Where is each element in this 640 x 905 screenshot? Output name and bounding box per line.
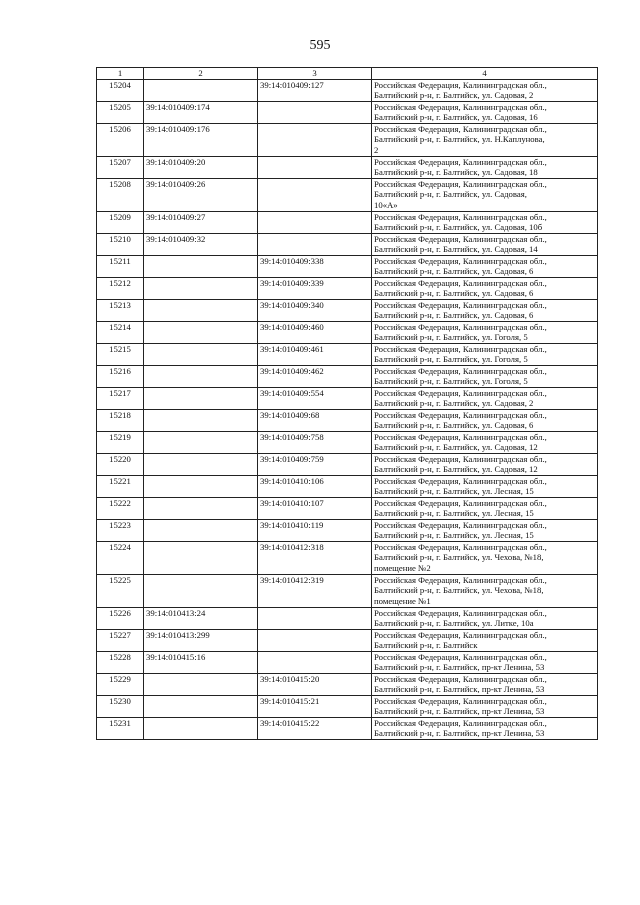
- cadastral-number-col2: [144, 387, 258, 409]
- address-line: Российская Федерация, Калининградская обл.,: [374, 365, 547, 376]
- row-number: 15230: [97, 695, 144, 717]
- address-cell: [372, 299, 598, 321]
- row-number: 15225: [97, 574, 144, 607]
- address-line: Российская Федерация, Калининградская обл.,: [374, 387, 547, 398]
- address-line: Российская Федерация, Калининградская обл.,: [374, 233, 547, 244]
- cadastral-number-col3: [258, 101, 372, 123]
- cadastral-number-col3: [258, 178, 372, 211]
- address-cell: [372, 607, 598, 629]
- row-number: 15209: [97, 211, 144, 233]
- address-line: Российская Федерация, Калининградская обл.,: [374, 123, 547, 134]
- address-line: Балтийский р-н, г. Балтийск, ул. Садовая, 6: [374, 288, 534, 298]
- address-cell: [372, 156, 598, 178]
- cadastral-number-col3: 39:14:010409:339: [258, 277, 372, 299]
- address-line: Балтийский р-н, г. Балтийск, ул. Садовая, 10б: [374, 222, 543, 232]
- cadastral-number-col3: 39:14:010409:554: [258, 387, 372, 409]
- table-row: [97, 453, 598, 475]
- cadastral-number-col2: [144, 541, 258, 574]
- table-row: [97, 409, 598, 431]
- cadastral-number-col3: 39:14:010409:68: [258, 409, 372, 431]
- row-number: 15228: [97, 651, 144, 673]
- address-line: Российская Федерация, Калининградская обл.,: [374, 101, 547, 112]
- address-line: Российская Федерация, Калининградская обл.,: [374, 519, 547, 530]
- address-line: Балтийский р-н, г. Балтийск, ул. Чехова, №18,: [374, 552, 544, 562]
- address-line: Российская Федерация, Калининградская обл.,: [374, 321, 547, 332]
- table-row: [97, 123, 598, 156]
- address-line: Российская Федерация, Калининградская обл.,: [374, 343, 547, 354]
- address-cell: [372, 431, 598, 453]
- cadastral-number-col3: [258, 123, 372, 156]
- row-number: 15218: [97, 409, 144, 431]
- cadastral-number-col3: 39:14:010409:340: [258, 299, 372, 321]
- table-row: [97, 497, 598, 519]
- address-line: Российская Федерация, Калининградская обл.,: [374, 277, 547, 288]
- table-body: [97, 79, 598, 739]
- table-row: [97, 79, 598, 101]
- address-cell: [372, 574, 598, 607]
- cadastral-number-col2: 39:14:010409:26: [144, 178, 258, 211]
- address-line: Балтийский р-н, г. Балтийск, пр-кт Ленина, 53: [374, 684, 545, 694]
- table-row: [97, 574, 598, 607]
- row-number: 15226: [97, 607, 144, 629]
- address-line: Балтийский р-н, г. Балтийск, ул. Садовая, 14: [374, 244, 538, 254]
- address-line: Российская Федерация, Калининградская обл.,: [374, 574, 547, 585]
- cadastral-number-col2: [144, 717, 258, 739]
- row-number: 15210: [97, 233, 144, 255]
- row-number: 15224: [97, 541, 144, 574]
- address-line: Балтийский р-н, г. Балтийск, ул. Литке, 10а: [374, 618, 534, 628]
- cadastral-number-col2: 39:14:010409:176: [144, 123, 258, 156]
- address-line: Балтийский р-н, г. Балтийск, ул. Садовая, 6: [374, 266, 534, 276]
- address-cell: [372, 651, 598, 673]
- address-line: Российская Федерация, Калининградская обл.,: [374, 409, 547, 420]
- address-line: Российская Федерация, Калининградская обл.,: [374, 651, 547, 662]
- cadastral-number-col2: [144, 475, 258, 497]
- address-cell: [372, 233, 598, 255]
- cadastral-number-col2: [144, 431, 258, 453]
- header-row: [97, 68, 598, 80]
- cadastral-number-col2: [144, 695, 258, 717]
- address-line: 2: [374, 144, 379, 155]
- table-row: [97, 233, 598, 255]
- cadastral-number-col3: 39:14:010415:22: [258, 717, 372, 739]
- address-line: Российская Федерация, Калининградская обл.,: [374, 431, 547, 442]
- table-row: [97, 156, 598, 178]
- address-line: помещение №1: [374, 595, 431, 606]
- row-number: 15214: [97, 321, 144, 343]
- address-line: Балтийский р-н, г. Балтийск, пр-кт Ленина, 53: [374, 706, 545, 716]
- address-cell: [372, 453, 598, 475]
- address-line: Балтийский р-н, г. Балтийск, ул. Садовая, 12: [374, 464, 538, 474]
- address-cell: [372, 343, 598, 365]
- cadastral-number-col3: [258, 629, 372, 651]
- address-line: Российская Федерация, Калининградская обл.,: [374, 178, 547, 189]
- column-header-3: 3: [258, 68, 372, 80]
- address-cell: [372, 541, 598, 574]
- address-cell: [372, 629, 598, 651]
- address-line: Балтийский р-н, г. Балтийск, ул. Гоголя, 5: [374, 376, 528, 386]
- row-number: 15215: [97, 343, 144, 365]
- address-line: помещение №2: [374, 562, 431, 573]
- address-line: Балтийский р-н, г. Балтийск, ул. Садовая, 2: [374, 90, 534, 100]
- address-line: Российская Федерация, Калининградская обл.,: [374, 717, 547, 728]
- table-row: [97, 475, 598, 497]
- table-row: [97, 541, 598, 574]
- address-cell: [372, 695, 598, 717]
- row-number: 15213: [97, 299, 144, 321]
- address-line: Российская Федерация, Калининградская обл.,: [374, 541, 547, 552]
- cadastral-number-col3: 39:14:010409:462: [258, 365, 372, 387]
- cadastral-number-col3: [258, 651, 372, 673]
- address-line: Российская Федерация, Калининградская обл.,: [374, 255, 547, 266]
- address-cell: [372, 123, 598, 156]
- table-row: [97, 387, 598, 409]
- row-number: 15229: [97, 673, 144, 695]
- cadastral-number-col3: 39:14:010410:119: [258, 519, 372, 541]
- table-row: [97, 651, 598, 673]
- address-line: Российская Федерация, Калининградская обл.,: [374, 156, 547, 167]
- address-line: Российская Федерация, Калининградская обл.,: [374, 695, 547, 706]
- row-number: 15208: [97, 178, 144, 211]
- row-number: 15227: [97, 629, 144, 651]
- cadastral-number-col2: [144, 497, 258, 519]
- address-cell: [372, 321, 598, 343]
- address-line: Балтийский р-н, г. Балтийск, ул. Гоголя, 5: [374, 354, 528, 364]
- address-line: Российская Федерация, Калининградская обл.,: [374, 299, 547, 310]
- table-row: [97, 431, 598, 453]
- cadastral-number-col2: 39:14:010415:16: [144, 651, 258, 673]
- address-line: Балтийский р-н, г. Балтийск, ул. Садовая, 16: [374, 112, 538, 122]
- table-row: [97, 211, 598, 233]
- address-line: Российская Федерация, Калининградская обл.,: [374, 79, 547, 90]
- row-number: 15206: [97, 123, 144, 156]
- cadastral-number-col3: [258, 211, 372, 233]
- row-number: 15216: [97, 365, 144, 387]
- cadastral-number-col2: [144, 409, 258, 431]
- registry-table: [96, 67, 598, 740]
- row-number: 15211: [97, 255, 144, 277]
- cadastral-number-col2: 39:14:010409:174: [144, 101, 258, 123]
- row-number: 15221: [97, 475, 144, 497]
- row-number: 15205: [97, 101, 144, 123]
- row-number: 15204: [97, 79, 144, 101]
- cadastral-number-col2: 39:14:010413:24: [144, 607, 258, 629]
- address-cell: [372, 255, 598, 277]
- address-line: Балтийский р-н, г. Балтийск, пр-кт Ленина, 53: [374, 728, 545, 738]
- cadastral-number-col3: 39:14:010409:460: [258, 321, 372, 343]
- row-number: 15219: [97, 431, 144, 453]
- table-row: [97, 101, 598, 123]
- address-line: Балтийский р-н, г. Балтийск, ул. Лесная, 15: [374, 508, 534, 518]
- cadastral-number-col2: [144, 673, 258, 695]
- address-line: Балтийский р-н, г. Балтийск, ул. Садовая, 2: [374, 398, 534, 408]
- table-row: [97, 607, 598, 629]
- address-line: Балтийский р-н, г. Балтийск, пр-кт Ленина, 53: [374, 662, 545, 672]
- cadastral-number-col2: [144, 574, 258, 607]
- address-line: Балтийский р-н, г. Балтийск, ул. Чехова, №18,: [374, 585, 544, 595]
- address-line: Балтийский р-н, г. Балтийск, ул. Садовая, 18: [374, 167, 538, 177]
- address-line: Российская Федерация, Калининградская обл.,: [374, 607, 547, 618]
- page-number: 595: [309, 38, 331, 53]
- cadastral-number-col3: 39:14:010409:758: [258, 431, 372, 453]
- table-row: [97, 717, 598, 739]
- address-cell: [372, 277, 598, 299]
- cadastral-number-col2: [144, 343, 258, 365]
- cadastral-number-col2: 39:14:010409:27: [144, 211, 258, 233]
- table-row: [97, 255, 598, 277]
- address-line: Российская Федерация, Калининградская обл.,: [374, 453, 547, 464]
- table-row: [97, 178, 598, 211]
- address-line: 10«А»: [374, 199, 398, 210]
- cadastral-number-col3: 39:14:010410:107: [258, 497, 372, 519]
- row-number: 15223: [97, 519, 144, 541]
- cadastral-number-col2: [144, 453, 258, 475]
- address-line: Балтийский р-н, г. Балтийск: [374, 640, 478, 650]
- cadastral-number-col3: [258, 156, 372, 178]
- row-number: 15212: [97, 277, 144, 299]
- cadastral-number-col3: 39:14:010409:127: [258, 79, 372, 101]
- row-number: 15222: [97, 497, 144, 519]
- address-line: Балтийский р-н, г. Балтийск, ул. Садовая,: [374, 189, 527, 199]
- table-row: [97, 695, 598, 717]
- address-line: Российская Федерация, Калининградская обл.,: [374, 211, 547, 222]
- address-line: Балтийский р-н, г. Балтийск, ул. Лесная, 15: [374, 486, 534, 496]
- column-header-1: 1: [97, 68, 144, 80]
- cadastral-number-col3: 39:14:010410:106: [258, 475, 372, 497]
- address-cell: [372, 79, 598, 101]
- cadastral-number-col3: 39:14:010412:318: [258, 541, 372, 574]
- address-cell: [372, 211, 598, 233]
- column-header-4: 4: [372, 68, 598, 80]
- row-number: 15217: [97, 387, 144, 409]
- cadastral-number-col3: [258, 607, 372, 629]
- cadastral-number-col3: 39:14:010409:461: [258, 343, 372, 365]
- cadastral-number-col2: [144, 321, 258, 343]
- address-line: Балтийский р-н, г. Балтийск, ул. Садовая, 6: [374, 310, 534, 320]
- cadastral-number-col3: 39:14:010412:319: [258, 574, 372, 607]
- address-cell: [372, 101, 598, 123]
- table-row: [97, 519, 598, 541]
- address-cell: [372, 497, 598, 519]
- address-line: Балтийский р-н, г. Балтийск, ул. Гоголя, 5: [374, 332, 528, 342]
- address-line: Российская Федерация, Калининградская обл.,: [374, 497, 547, 508]
- cadastral-number-col3: 39:14:010409:759: [258, 453, 372, 475]
- address-cell: [372, 365, 598, 387]
- cadastral-number-col3: 39:14:010415:21: [258, 695, 372, 717]
- address-line: Российская Федерация, Калининградская обл.,: [374, 629, 547, 640]
- row-number: 15207: [97, 156, 144, 178]
- address-cell: [372, 717, 598, 739]
- cadastral-number-col2: [144, 277, 258, 299]
- table-row: [97, 299, 598, 321]
- address-cell: [372, 387, 598, 409]
- address-line: Балтийский р-н, г. Балтийск, ул. Садовая, 12: [374, 442, 538, 452]
- address-cell: [372, 519, 598, 541]
- row-number: 15231: [97, 717, 144, 739]
- address-cell: [372, 475, 598, 497]
- table-row: [97, 673, 598, 695]
- cadastral-number-col3: [258, 233, 372, 255]
- column-header-2: 2: [144, 68, 258, 80]
- cadastral-number-col2: [144, 299, 258, 321]
- address-cell: [372, 409, 598, 431]
- cadastral-number-col2: 39:14:010409:20: [144, 156, 258, 178]
- address-line: Балтийский р-н, г. Балтийск, ул. Н.Каплунова,: [374, 134, 545, 144]
- row-number: 15220: [97, 453, 144, 475]
- cadastral-number-col2: [144, 255, 258, 277]
- table-row: [97, 629, 598, 651]
- address-line: Российская Федерация, Калининградская обл.,: [374, 673, 547, 684]
- address-cell: [372, 178, 598, 211]
- address-line: Балтийский р-н, г. Балтийск, ул. Садовая, 6: [374, 420, 534, 430]
- cadastral-number-col2: 39:14:010409:32: [144, 233, 258, 255]
- address-cell: [372, 673, 598, 695]
- cadastral-number-col2: 39:14:010413:299: [144, 629, 258, 651]
- cadastral-number-col3: 39:14:010409:338: [258, 255, 372, 277]
- cadastral-number-col2: [144, 365, 258, 387]
- table-row: [97, 277, 598, 299]
- cadastral-number-col2: [144, 519, 258, 541]
- table-row: [97, 365, 598, 387]
- table-row: [97, 321, 598, 343]
- address-line: Балтийский р-н, г. Балтийск, ул. Лесная, 15: [374, 530, 534, 540]
- address-line: Российская Федерация, Калининградская обл.,: [374, 475, 547, 486]
- cadastral-number-col2: [144, 79, 258, 101]
- cadastral-number-col3: 39:14:010415:20: [258, 673, 372, 695]
- table-row: [97, 343, 598, 365]
